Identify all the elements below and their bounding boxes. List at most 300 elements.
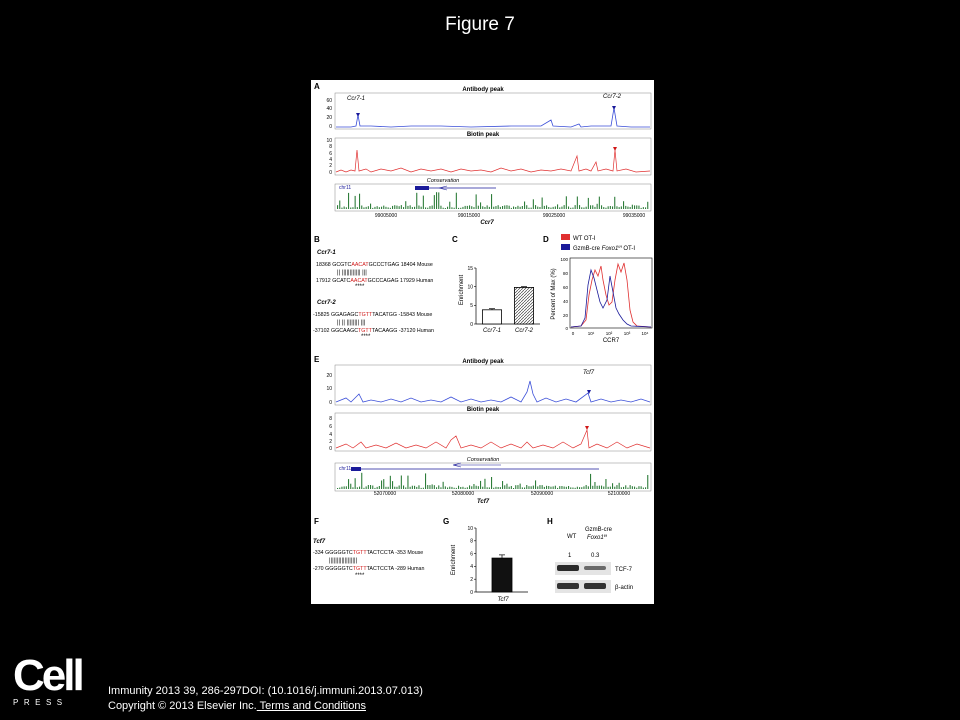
conservation-bar (480, 202, 481, 209)
panel-a-gene-label: Ccr7 (480, 220, 494, 226)
conservation-bar (588, 486, 589, 489)
conservation-bar (489, 487, 490, 489)
conservation-bar (412, 207, 413, 209)
biotin-peak-track-e (336, 430, 650, 448)
legend-ko-pre: GzmB-cre (573, 246, 602, 252)
conservation-bar (379, 486, 380, 489)
conservation-bar (487, 205, 488, 209)
conservation-bar (414, 486, 415, 489)
conservation-bar (432, 484, 433, 489)
conservation-bar (460, 208, 461, 209)
conservation-bar (610, 487, 611, 489)
panel-e-gene-label: Tcf7 (476, 499, 490, 505)
conservation-bar (478, 486, 479, 489)
blot-band-actin-ko (584, 583, 606, 589)
seq-species: Mouse (416, 262, 433, 268)
panel-e-antibody-box (335, 365, 651, 405)
conservation-bar (421, 207, 422, 209)
conservation-bar (526, 485, 527, 489)
y-tick-label: 8 (470, 538, 473, 545)
conservation-bar (612, 206, 613, 209)
blot-band-actin-wt (557, 583, 579, 589)
conservation-bar (348, 479, 349, 489)
seq-pre: GGCAAGC (330, 328, 359, 334)
conservation-bar (473, 484, 474, 489)
conservation-bar (341, 208, 342, 209)
conservation-bar (392, 206, 393, 209)
conservation-bar (555, 486, 556, 489)
tick-label: 2 (329, 163, 332, 169)
conservation-bar (418, 206, 419, 210)
conservation-bar (425, 207, 426, 209)
conservation-bar (434, 195, 435, 209)
conservation-bar (467, 206, 468, 209)
y-tick-label: 15 (467, 265, 473, 272)
conservation-bar (513, 207, 514, 210)
conservation-bar (522, 487, 523, 489)
tick-label: 6 (329, 151, 332, 157)
conservation-bar (528, 486, 529, 489)
panel-a-conservation-track (337, 192, 648, 209)
y-tick-label: 2 (470, 577, 473, 583)
seq-end: -353 (395, 550, 406, 556)
conservation-bar (443, 482, 444, 489)
legend-ko-label (573, 244, 635, 252)
tick-label: 8 (329, 144, 332, 150)
conservation-bar (454, 488, 455, 489)
conservation-bar (487, 487, 488, 489)
panel-a-biotin-title: Biotin peak (466, 132, 500, 138)
seq-species: Human (407, 566, 425, 572)
conservation-bar (498, 205, 499, 209)
conservation-bar (469, 205, 470, 209)
conservation-bar (390, 476, 391, 489)
conservation-bar (643, 207, 644, 209)
conservation-bar (636, 488, 637, 489)
panel-c-ylabel: Enrichment (459, 274, 465, 306)
conservation-bar (366, 486, 367, 489)
seq-start: -334 (313, 550, 324, 556)
conservation-bar (504, 485, 505, 489)
conservation-bar (601, 205, 602, 209)
alignment-bars: || |||||||||||| ||| (337, 270, 367, 276)
conservation-bar (478, 206, 479, 209)
conservation-bar (429, 206, 430, 209)
conservation-bar (392, 481, 393, 489)
tick-label: 40 (562, 299, 568, 304)
conservation-bar (403, 207, 404, 209)
tick-label: 52070000 (373, 491, 397, 497)
seq-start: 18368 (316, 262, 331, 268)
conservation-bar (412, 486, 413, 489)
conservation-bar (517, 206, 518, 209)
legend-wt-swatch (561, 234, 570, 240)
conservation-bar (469, 485, 470, 489)
conservation-bar (449, 202, 450, 209)
conservation-bar (438, 485, 439, 489)
conservation-bar (566, 196, 567, 209)
tick-label: 20 (326, 115, 332, 121)
conservation-bar (381, 481, 382, 490)
conservation-bar (465, 488, 466, 489)
alignment-line-human (313, 566, 424, 572)
panel-e-biotin-title: Biotin peak (466, 407, 500, 413)
seq-post: TACTCCTA (366, 566, 394, 572)
panel-d-xticks (572, 331, 649, 336)
y-tick-label: 6 (470, 551, 473, 558)
conservation-bar (583, 486, 584, 489)
conservation-bar (460, 487, 461, 489)
tick-label: 20 (326, 373, 332, 379)
conservation-bar (579, 487, 580, 489)
tick-label: 0 (329, 400, 332, 406)
conservation-bar (355, 478, 356, 489)
conservation-bar (390, 208, 391, 209)
seq-motif: TGTT (358, 312, 373, 318)
conservation-bar (619, 483, 620, 489)
conservation-bar (473, 207, 474, 209)
conservation-bar (403, 486, 404, 490)
seq-species: Mouse (407, 550, 424, 556)
conservation-bar (533, 486, 534, 489)
conservation-bar (465, 206, 466, 209)
conservation-bar (524, 202, 525, 210)
conservation-bar (383, 479, 384, 489)
conservation-bar (526, 205, 527, 209)
seq-start: -37102 (313, 328, 330, 334)
conservation-bar (425, 473, 426, 489)
tcf7-alignment (313, 550, 424, 579)
tick-label: 2 (329, 439, 332, 445)
tick-label: 10³ (623, 331, 631, 336)
panel-d-xlabel: CCR7 (602, 338, 620, 344)
conservation-bar (577, 197, 578, 210)
blot-col-ko-line2 (587, 533, 608, 541)
copyright-line (108, 699, 423, 714)
conservation-bar (370, 204, 371, 209)
conservation-bar (616, 206, 617, 209)
conservation-bar (436, 487, 437, 489)
conservation-bar (361, 473, 362, 489)
conservation-bar (363, 207, 364, 209)
conservation-bar (531, 486, 532, 489)
conservation-bar (385, 207, 386, 209)
slide-title: Figure 7 (445, 14, 515, 35)
panel-d-yticks (560, 257, 568, 331)
conservation-bar (396, 206, 397, 209)
citation-block (108, 684, 423, 714)
conservation-bar (608, 487, 609, 489)
conservation-bar (597, 204, 598, 209)
conservation-bar (467, 487, 468, 489)
alignment-line-human (313, 328, 434, 334)
conservation-bar (634, 205, 635, 209)
conservation-bar (599, 197, 600, 209)
conservation-bar (537, 207, 538, 209)
tick-label: 99025000 (542, 213, 566, 219)
conservation-bar (546, 205, 547, 209)
conservation-bar (372, 486, 373, 490)
conservation-bar (357, 487, 358, 489)
conservation-bar (506, 205, 507, 209)
conservation-bar (352, 487, 353, 489)
bar-tcf7 (492, 558, 512, 592)
seq-end: -289 (395, 566, 406, 572)
panel-b-letter: B (314, 235, 320, 244)
panel-f-letter: F (314, 517, 319, 526)
histogram-wt (571, 263, 651, 327)
conservation-bar (586, 485, 587, 489)
conservation-bar (638, 206, 639, 209)
tick-label: 52100000 (607, 491, 631, 497)
blot-band-tcf7-wt (557, 565, 579, 571)
alignment-bars: || || |||||||| ||| (337, 320, 366, 326)
panel-a-chr-label: chr11 (339, 185, 352, 191)
blot-col-ko-line1: GzmB-cre (585, 527, 612, 533)
conservation-bar (575, 205, 576, 209)
conservation-bar (564, 487, 565, 490)
blot-col-ko-sup: f/f (603, 533, 608, 538)
conservation-bar (350, 484, 351, 489)
terms-link[interactable]: Terms and Conditions (256, 700, 366, 712)
seq-end: 18404 (400, 262, 416, 268)
panel-e-antibody-title: Antibody peak (462, 359, 504, 365)
conservation-bar (592, 205, 593, 209)
conservation-bar (399, 206, 400, 209)
conservation-bar (572, 208, 573, 210)
conservation-bar (407, 476, 408, 489)
conservation-bar (451, 207, 452, 209)
blot-col-ko-gene: Foxo1 (587, 535, 604, 541)
legend-ko-post: OT-I (621, 246, 636, 252)
seq-post: GCCCAGAG (367, 278, 399, 284)
conservation-bar (350, 208, 351, 210)
tick-label: 10¹ (587, 331, 595, 336)
conservation-bar (603, 207, 604, 209)
tick-label: 60 (326, 98, 332, 104)
panel-e-biotin-yticks (329, 416, 332, 452)
tcf7-gene-arrow (453, 463, 501, 467)
tick-label: 52080000 (451, 491, 475, 497)
x-tick-label: Ccr7-2 (514, 328, 534, 334)
seq-motif: TGTT (352, 550, 367, 556)
seq-motif: TGTT (358, 328, 372, 334)
seq-pre: GGAGAGC (330, 312, 359, 318)
conservation-bar (594, 482, 595, 489)
conservation-bar (368, 206, 369, 209)
y-tick-label: 10 (467, 525, 473, 532)
conservation-bar (570, 487, 571, 489)
antibody-peak-track (336, 108, 650, 127)
conservation-bar (383, 206, 384, 209)
alignment-line-human (316, 278, 433, 284)
bar-ccr7-2 (514, 287, 533, 324)
panel-e-biotin-box (335, 413, 651, 451)
conservation-bar (440, 487, 441, 489)
conservation-bar (434, 485, 435, 489)
blot-label-tcf7: TCF-7 (615, 567, 632, 573)
panel-c-letter: C (452, 235, 458, 244)
conservation-bar (458, 208, 459, 209)
tick-label: 0 (329, 170, 332, 176)
conservation-bar (447, 488, 448, 490)
conservation-bar (548, 207, 549, 209)
conservation-bar (568, 486, 569, 489)
conservation-bar (357, 207, 358, 209)
conserved-stars: **** (355, 284, 365, 290)
tick-label: 99035000 (622, 213, 646, 219)
conservation-bar (579, 205, 580, 209)
conservation-bar (396, 487, 397, 489)
conservation-bar (575, 488, 576, 489)
conservation-bar (594, 207, 595, 209)
conservation-bar (480, 481, 481, 489)
conservation-bar (524, 488, 525, 490)
conservation-bar (401, 476, 402, 490)
blot-ratio-ko: 0.3 (591, 553, 600, 559)
conservation-bar (590, 205, 591, 209)
conservation-bar (355, 196, 356, 209)
blot-band-tcf7-ko (584, 566, 606, 570)
conservation-bar (557, 204, 558, 209)
tick-label: 99005000 (374, 213, 398, 219)
conservation-bar (509, 487, 510, 489)
antibody-peak-track-e (336, 381, 650, 402)
y-tick-label: 0 (470, 589, 473, 596)
conservation-bar (621, 206, 622, 209)
conservation-bar (337, 488, 338, 489)
conservation-bar (632, 205, 633, 209)
logo-sub-text: PRESS (13, 698, 68, 707)
conservation-bar (500, 207, 501, 209)
conservation-bar (564, 205, 565, 209)
legend-ko-swatch (561, 244, 570, 250)
conservation-bar (502, 481, 503, 489)
bar-ccr7-1 (482, 310, 501, 324)
conservation-bar (641, 208, 642, 209)
conservation-bar (456, 488, 457, 489)
legend-ko-sup: f/f (618, 244, 622, 249)
cell-press-logo (13, 651, 82, 707)
peak-label-tcf7: Tcf7 (583, 370, 595, 376)
conservation-bar (381, 207, 382, 209)
panel-g-letter: G (443, 517, 450, 526)
tick-label: 80 (562, 271, 568, 276)
conservation-bar (502, 206, 503, 209)
conservation-bar (520, 484, 521, 489)
conservation-bar (614, 487, 615, 489)
conservation-bar (401, 205, 402, 209)
tick-label: 0 (571, 331, 575, 336)
conservation-bar (581, 487, 582, 489)
conservation-bar (590, 474, 591, 489)
conservation-bar (586, 207, 587, 209)
conservation-bar (498, 487, 499, 489)
conservation-bar (588, 198, 589, 209)
conservation-bar (605, 479, 606, 489)
conservation-bar (394, 205, 395, 209)
conservation-bar (447, 207, 448, 209)
conservation-bar (612, 483, 613, 489)
panel-a-antibody-title: Antibody peak (462, 87, 504, 93)
panel-e-xticks (374, 491, 630, 497)
panel-d-plot-box (570, 258, 652, 328)
seq-post: TACTCCTA (366, 550, 394, 556)
panel-g-xlabel: Tcf7 (497, 597, 509, 603)
biotin-peak-marker-e (585, 426, 589, 430)
conservation-bar (418, 485, 419, 489)
panel-e-conservation-title: Conservation (466, 457, 500, 463)
panel-e-letter: E (314, 355, 320, 364)
conservation-bar (471, 206, 472, 209)
conservation-bar (482, 487, 483, 489)
conservation-bar (458, 486, 459, 489)
conservation-bar (603, 487, 604, 490)
conservation-bar (346, 486, 347, 489)
conservation-bar (630, 207, 631, 209)
tick-label: 100 (560, 257, 568, 262)
seq-start: 17912 (316, 278, 331, 284)
panel-a-conservation-title: Conservation (426, 178, 460, 184)
conservation-bar (416, 193, 417, 209)
antibody-peak-marker-1 (356, 113, 360, 117)
tick-label: 10⁴ (641, 331, 649, 336)
conservation-bar (361, 206, 362, 210)
conservation-bar (577, 487, 578, 489)
seq-post: TACATGG (372, 312, 398, 318)
panel-a-antibody-yticks (326, 98, 332, 130)
panel-d-ylabel: Percent of Max (%) (551, 268, 557, 320)
tick-label: 20 (562, 313, 568, 318)
logo-main-text: Cell (13, 651, 82, 700)
conservation-bar (568, 207, 569, 210)
conservation-bar (601, 486, 602, 489)
conservation-bar (528, 208, 529, 209)
seq-start: -270 (313, 566, 324, 572)
conservation-bar (506, 484, 507, 489)
peak-label-ccr7-1: Ccr7-1 (347, 96, 366, 102)
conservation-bar (423, 488, 424, 489)
seq-pre: GGGGGTC (325, 550, 353, 556)
conservation-bar (533, 199, 534, 209)
conservation-bar (520, 207, 521, 209)
conservation-bar (456, 193, 457, 209)
conservation-bar (352, 207, 353, 209)
conserved-stars: **** (361, 334, 371, 340)
conservation-bar (504, 205, 505, 209)
conservation-bar (623, 487, 624, 489)
conservation-bar (605, 208, 606, 209)
tcf7-site-name: Tcf7 (313, 539, 326, 545)
conservation-bar (581, 207, 582, 209)
conservation-bar (405, 487, 406, 489)
conservation-bar (363, 488, 364, 489)
y-tick-label: 4 (470, 564, 473, 571)
panel-a-biotin-yticks (326, 138, 332, 176)
conservation-bar (557, 488, 558, 489)
site1-alignment (316, 262, 433, 290)
conservation-bar (517, 485, 518, 489)
conservation-bar (592, 486, 593, 489)
tick-label: 0 (329, 124, 332, 130)
conservation-bar (449, 487, 450, 489)
conservation-bar (544, 487, 545, 489)
conservation-bar (632, 486, 633, 489)
conservation-bar (535, 205, 536, 209)
conservation-bar (429, 485, 430, 489)
antibody-peak-marker-2 (612, 106, 616, 110)
conservation-bar (491, 194, 492, 209)
